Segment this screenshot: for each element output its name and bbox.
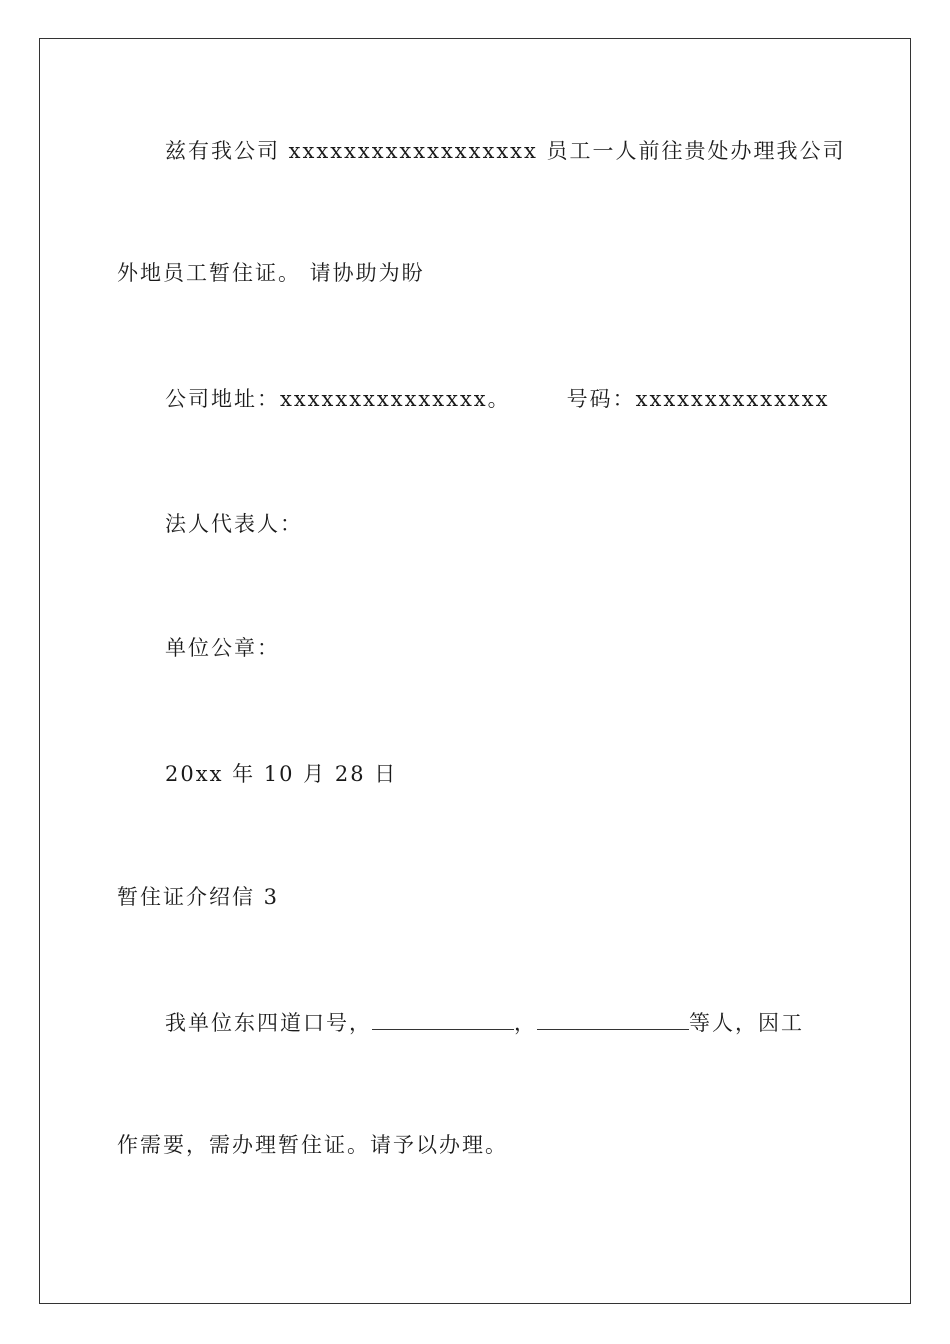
letter3-paragraph-line2: 作需要，需办理暂住证。请予以办理。 bbox=[117, 1133, 508, 1157]
phone-number: 号码：xxxxxxxxxxxxxx bbox=[566, 387, 830, 411]
company-seal-label: 单位公章： bbox=[165, 636, 280, 660]
legal-representative-label: 法人代表人： bbox=[165, 512, 303, 536]
address-phone-line bbox=[165, 385, 829, 413]
letter3-line1-prefix: 我单位东四道口号， bbox=[165, 1011, 372, 1035]
name-blank-2 bbox=[537, 1009, 689, 1030]
letter3-heading: 暂住证介绍信 3 bbox=[117, 885, 280, 909]
paragraph-intro-line1: 兹有我公司 xxxxxxxxxxxxxxxxxx 员工一人前往贵处办理我公司 bbox=[165, 139, 846, 163]
paragraph-intro-line2: 外地员工暂住证。 请协助为盼 bbox=[117, 261, 425, 285]
letter3-line1-suffix: 等人，因工 bbox=[689, 1011, 804, 1035]
letter-date: 20xx 年 10 月 28 日 bbox=[165, 762, 398, 786]
company-address: 公司地址：xxxxxxxxxxxxxxx。 bbox=[165, 387, 511, 411]
page-border bbox=[39, 38, 911, 1304]
letter3-line1-comma: ， bbox=[514, 1011, 537, 1035]
name-blank-1 bbox=[372, 1009, 514, 1030]
letter3-paragraph-line1 bbox=[165, 1009, 804, 1037]
